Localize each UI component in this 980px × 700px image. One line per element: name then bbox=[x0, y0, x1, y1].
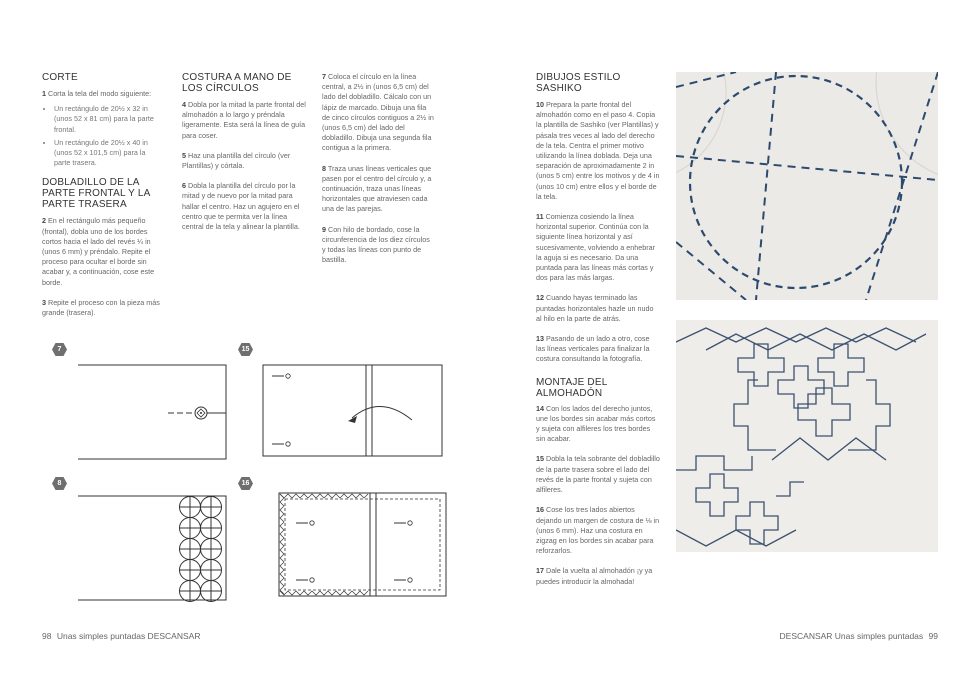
right-column bbox=[536, 72, 660, 587]
left-page-number: 98 bbox=[42, 631, 52, 641]
step-7: 7 Coloca el círculo en la línea central, a 2½ in (unos 6,5 cm) del lado del dobladillo. Cálcalo con un lápiz de marcado. Dibuja una fila de cinco círculos contiguos a 2½ in (unos 6,5 cm) del lado del dobladillo. Dibuja una segunda fila contigua a la primera. bbox=[322, 72, 434, 153]
column-2 bbox=[182, 72, 306, 232]
step-12: 12 Cuando hayas terminado las puntadas horizontales hazle un nudo al hilo en la parte de atrás. bbox=[536, 293, 654, 323]
dobladillo-heading: DOBLADILLO DE LA PARTE FRONTAL Y LA PARTE TRASERA bbox=[42, 177, 150, 211]
right-page-number: 99 bbox=[928, 631, 938, 641]
step-16: 16 Cose los tres lados abiertos dejando un margen de costura de ⅛ in (unos 6 mm). Haz una costura en zigzag en los bordes sin acabar para reforzarlos. bbox=[536, 505, 660, 556]
column-1 bbox=[42, 72, 162, 318]
cut-list bbox=[42, 104, 162, 168]
step-11: 11 Comienza cosiendo la línea horizontal superior. Continúa con la siguiente línea horizontal y así sucesivamente, volviendo a enhebrar la aguja si es necesario. Da una puntada para las líneas más cortas y dos para las más largas. bbox=[536, 212, 656, 283]
circle-stitch-pattern bbox=[676, 72, 938, 300]
step-15: 15 Dobla la tela sobrante del dobladillo de la parte trasera sobre el lado del revés de la parte frontal y sujeta con alfileres. bbox=[536, 454, 660, 495]
step-17: 17 Dale la vuelta al almohadón ¡y ya puedes introducir la almohada! bbox=[536, 566, 653, 586]
step-4: 4 Dobla por la mitad la parte frontal del almohadón a lo largo y préndala ligeramente. Esta será la línea de guía para coser. bbox=[182, 100, 306, 140]
figure-16-label: 16 bbox=[238, 477, 253, 490]
figure-7-diagram bbox=[78, 362, 230, 462]
step-3: 3 Repite el proceso con la pieza más grande (trasera). bbox=[42, 297, 160, 318]
circle-stitch-photo bbox=[676, 72, 938, 300]
left-footer-text: Unas simples puntadas DESCANSAR bbox=[56, 631, 201, 641]
figure-8-label: 8 bbox=[52, 477, 67, 490]
cut-list-item: • Un rectángulo de 20½ x 40 in (unos 52 x 101,5 cm) para la parte trasera. bbox=[54, 138, 162, 169]
figure-7-label: 7 bbox=[52, 343, 67, 356]
step-5: 5 Haz una plantilla del círculo (ver Plantillas) y córtala. bbox=[182, 150, 291, 171]
step-10: 10 Prepara la parte frontal del almohadón como en el paso 4. Copia la plantilla de Sashiko (ver Plantillas) y pásala tres veces al lado del derecho de la tela. Centra el primer motivo utilizando la línea doblada. Deja una separación de aproximadamente 2 in (unos 5 cm) entre los motivos y de 4 in (unos 10 cm) entre ellos y el borde de la tela. bbox=[536, 100, 660, 201]
figure-15-diagram bbox=[262, 364, 444, 458]
step-13: 13 Pasando de un lado a otro, cose las líneas verticales para finalizar la costura consultando la fotografía. bbox=[536, 334, 650, 364]
figure-8-diagram bbox=[78, 493, 230, 603]
step-9: 9 Con hilo de bordado, cose la circunferencia de los diez círculos y todas las líneas con punto de bastilla. bbox=[322, 224, 430, 265]
step-1: 1 Corta la tela del modo siguiente: bbox=[42, 89, 152, 98]
montaje-heading: MONTAJE DEL ALMOHADÓN bbox=[536, 376, 608, 399]
step-6: 6 Dobla la plantilla del círculo por la mitad y de nuevo por la mitad para hallar el centro. Haz un agujero en el centro que te permita ver la línea central de la tela y alinear la plantilla. bbox=[182, 181, 300, 232]
step-14: 14 Con los lados del derecho juntos, une los bordes sin acabar más cortos y sujeta con alfileres los tres bordes sin acabar. bbox=[536, 403, 656, 444]
step-8: 8 Traza unas líneas verticales que pasen por el centro del círculo y, a continuación, traza unas líneas horizontales que atraviesen cada una de las parejas. bbox=[322, 163, 432, 214]
figure-16-diagram bbox=[278, 492, 448, 598]
column-3 bbox=[322, 72, 434, 265]
right-footer-text: DESCANSAR Unas simples puntadas bbox=[779, 631, 924, 641]
sashiko-motif-pattern bbox=[676, 320, 938, 552]
cut-list-item: • Un rectángulo de 20½ x 32 in (unos 52 x 81 cm) para la parte frontal. bbox=[54, 104, 162, 135]
step-2: 2 En el rectángulo más pequeño (frontal), dobla uno de los bordes cortos hacia el lado del revés ¼ in (unos 6 mm) y préndalo. Repite el proceso para ocultar el borde sin acabar y, a continuación, cose este borde. bbox=[42, 216, 155, 287]
sashiko-motif-photo bbox=[676, 320, 938, 552]
costura-heading: COSTURA A MANO DE LOS CÍRCULOS bbox=[182, 72, 292, 94]
corte-heading: CORTE bbox=[42, 72, 78, 83]
figure-15-label: 15 bbox=[238, 343, 253, 356]
left-footer bbox=[42, 631, 200, 641]
right-footer bbox=[780, 631, 938, 641]
sashiko-heading: DIBUJOS ESTILO SASHIKO bbox=[536, 72, 621, 94]
